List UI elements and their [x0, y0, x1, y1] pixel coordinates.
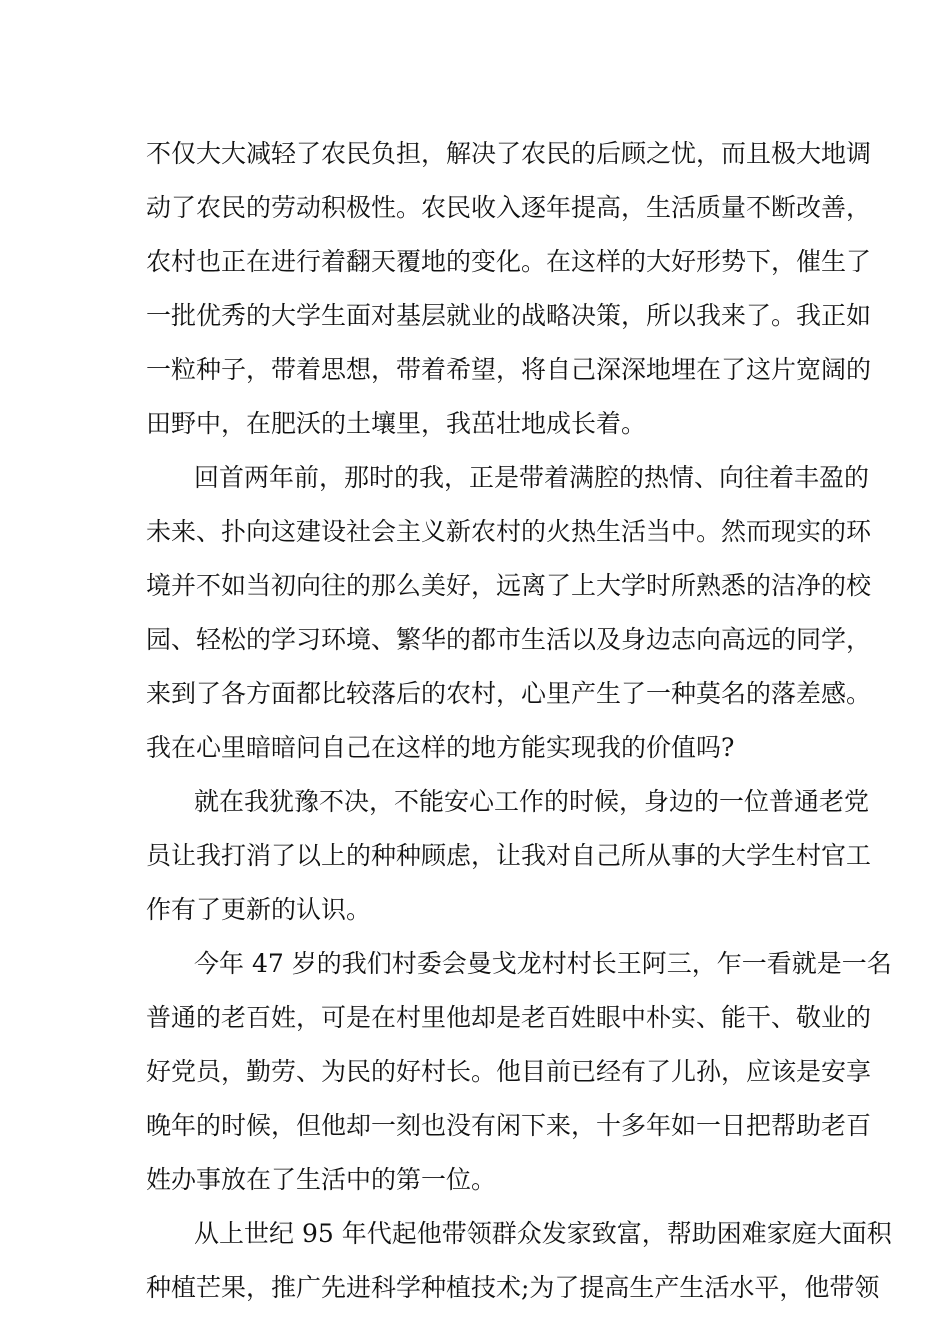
paragraph-first-line: 从上世纪 95 年代起他带领群众发家致富，帮助困难家庭大面积	[194, 1219, 892, 1248]
paragraph-first-line: 今年 47 岁的我们村委会曼戈龙村村长王阿三，乍一看就是一名	[194, 949, 892, 978]
paragraph-first-line: 就在我犹豫不决，不能安心工作的时候，身边的一位普通老党	[194, 787, 870, 816]
text-line: 种植芒果，推广先进科学种植技术;为了提高生产生活水平，他带领	[146, 1273, 880, 1302]
text-line: 晚年的时候，但他却一刻也没有闲下来，十多年如一日把帮助老百	[146, 1111, 872, 1140]
text-line: 一批优秀的大学生面对基层就业的战略决策，所以我来了。我正如	[146, 301, 872, 330]
text-line: 作有了更新的认识。	[146, 895, 372, 924]
text-line: 我在心里暗暗问自己在这样的地方能实现我的价值吗?	[146, 733, 735, 762]
text-line: 员让我打消了以上的种种顾虑，让我对自己所从事的大学生村官工	[146, 841, 872, 870]
text-line: 境并不如当初向往的那么美好，远离了上大学时所熟悉的洁净的校	[146, 571, 872, 600]
text-line: 来到了各方面都比较落后的农村，心里产生了一种莫名的落差感。	[146, 679, 872, 708]
text-line: 农村也正在进行着翻天覆地的变化。在这样的大好形势下，催生了	[146, 247, 872, 276]
text-line: 一粒种子，带着思想，带着希望，将自己深深地埋在了这片宽阔的	[146, 355, 872, 384]
paragraph-first-line: 回首两年前，那时的我，正是带着满腔的热情、向往着丰盈的	[194, 463, 870, 492]
text-line: 普通的老百姓，可是在村里他却是老百姓眼中朴实、能干、敬业的	[146, 1003, 872, 1032]
text-line: 不仅大大减轻了农民负担，解决了农民的后顾之忧，而且极大地调	[146, 139, 872, 168]
text-line: 田野中，在肥沃的土壤里，我茁壮地成长着。	[146, 409, 647, 438]
text-line: 好党员，勤劳、为民的好村长。他目前已经有了儿孙，应该是安享	[146, 1057, 872, 1086]
text-line: 未来、扑向这建设社会主义新农村的火热生活当中。然而现实的环	[146, 517, 872, 546]
text-line: 动了农民的劳动积极性。农民收入逐年提高，生活质量不断改善，	[146, 193, 872, 222]
text-line: 园、轻松的学习环境、繁华的都市生活以及身边志向高远的同学，	[146, 625, 872, 654]
text-line: 姓办事放在了生活中的第一位。	[146, 1165, 497, 1194]
